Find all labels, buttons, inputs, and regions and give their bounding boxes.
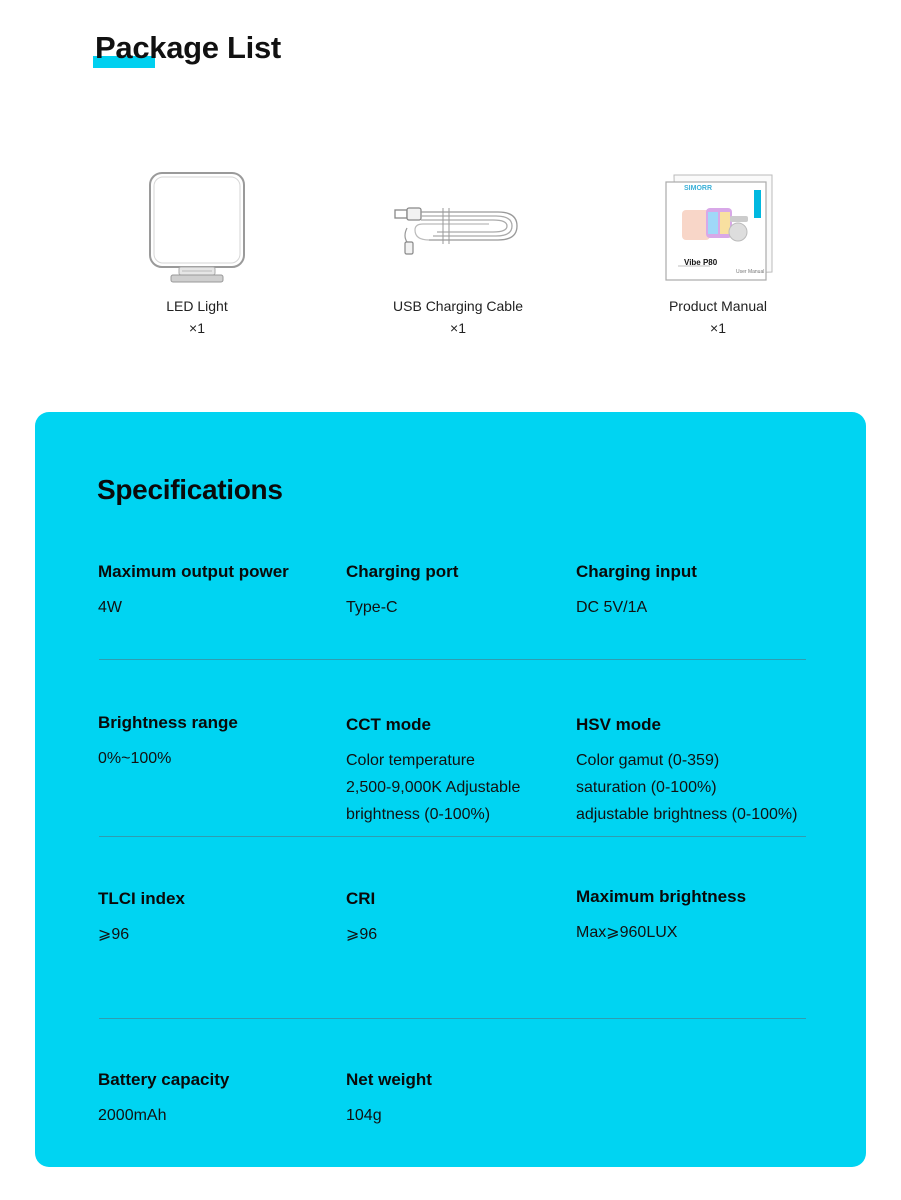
specifications-panel bbox=[35, 412, 866, 1167]
package-item-usb-cable bbox=[328, 165, 588, 336]
package-list-header bbox=[95, 30, 281, 66]
led-light-illustration bbox=[67, 165, 327, 290]
spec-value bbox=[346, 747, 586, 828]
spec-divider bbox=[99, 659, 806, 660]
spec-tlci-index bbox=[98, 889, 338, 948]
spec-label: HSV mode bbox=[576, 715, 662, 734]
spec-divider bbox=[99, 836, 806, 837]
item-name: Product Manual bbox=[668, 298, 768, 314]
spec-value: DC 5V/1A bbox=[576, 599, 648, 616]
spec-cri bbox=[346, 889, 586, 948]
package-item-product-manual bbox=[588, 165, 848, 336]
spec-label: CRI bbox=[346, 889, 376, 908]
spec-net-weight bbox=[346, 1070, 586, 1129]
spec-value: 2000mAh bbox=[98, 1107, 167, 1124]
spec-label: Charging port bbox=[346, 562, 459, 581]
item-quantity: ×1 bbox=[450, 320, 466, 336]
spec-label: Maximum brightness bbox=[576, 887, 747, 906]
spec-value: Max⩾960LUX bbox=[576, 924, 678, 941]
spec-label: Charging input bbox=[576, 562, 697, 581]
spec-label: Brightness range bbox=[98, 713, 238, 732]
spec-value: ⩾96 bbox=[98, 926, 130, 943]
package-list-title: Package List bbox=[95, 30, 281, 65]
spec-divider bbox=[99, 1018, 806, 1019]
spec-value-line: saturation (0-100%) bbox=[576, 779, 717, 796]
spec-max-brightness bbox=[576, 887, 816, 946]
spec-max-output-power bbox=[98, 562, 338, 621]
spec-charging-port bbox=[346, 562, 586, 621]
spec-label: Maximum output power bbox=[98, 562, 289, 581]
manual-illustration bbox=[588, 165, 848, 290]
usb-cable-illustration bbox=[328, 165, 588, 290]
item-quantity: ×1 bbox=[189, 320, 205, 336]
manual-model-text: Vibe P80 bbox=[684, 258, 718, 267]
spec-value-line: brightness (0-100%) bbox=[346, 806, 491, 823]
specifications-title: Specifications bbox=[97, 474, 283, 505]
item-quantity: ×1 bbox=[710, 320, 726, 336]
spec-charging-input bbox=[576, 562, 816, 621]
spec-battery-capacity bbox=[98, 1070, 338, 1129]
item-name: USB Charging Cable bbox=[393, 298, 523, 314]
spec-value: 4W bbox=[98, 599, 122, 616]
spec-hsv-mode bbox=[576, 715, 836, 828]
spec-label: Net weight bbox=[346, 1070, 432, 1089]
spec-value: 104g bbox=[346, 1107, 382, 1124]
spec-value: ⩾96 bbox=[346, 926, 378, 943]
spec-value: 0%~100% bbox=[98, 750, 172, 767]
manual-caption-text: User Manual bbox=[736, 269, 765, 275]
manual-brand-text: SIMORR bbox=[684, 185, 712, 192]
item-name: LED Light bbox=[166, 298, 228, 314]
spec-value: Type-C bbox=[346, 599, 398, 616]
spec-label: CCT mode bbox=[346, 715, 431, 734]
spec-label: TLCI index bbox=[98, 889, 185, 908]
spec-value-line: adjustable brightness (0-100%) bbox=[576, 806, 798, 823]
spec-brightness-range bbox=[98, 713, 338, 772]
spec-cct-mode bbox=[346, 715, 586, 828]
spec-label: Battery capacity bbox=[98, 1070, 230, 1089]
package-item-led-light bbox=[67, 165, 327, 336]
spec-value-line: Color gamut (0-359) bbox=[576, 752, 720, 769]
spec-value-line: Color temperature bbox=[346, 752, 475, 769]
spec-value-line: 2,500-9,000K Adjustable bbox=[346, 779, 521, 796]
spec-value bbox=[576, 747, 836, 828]
